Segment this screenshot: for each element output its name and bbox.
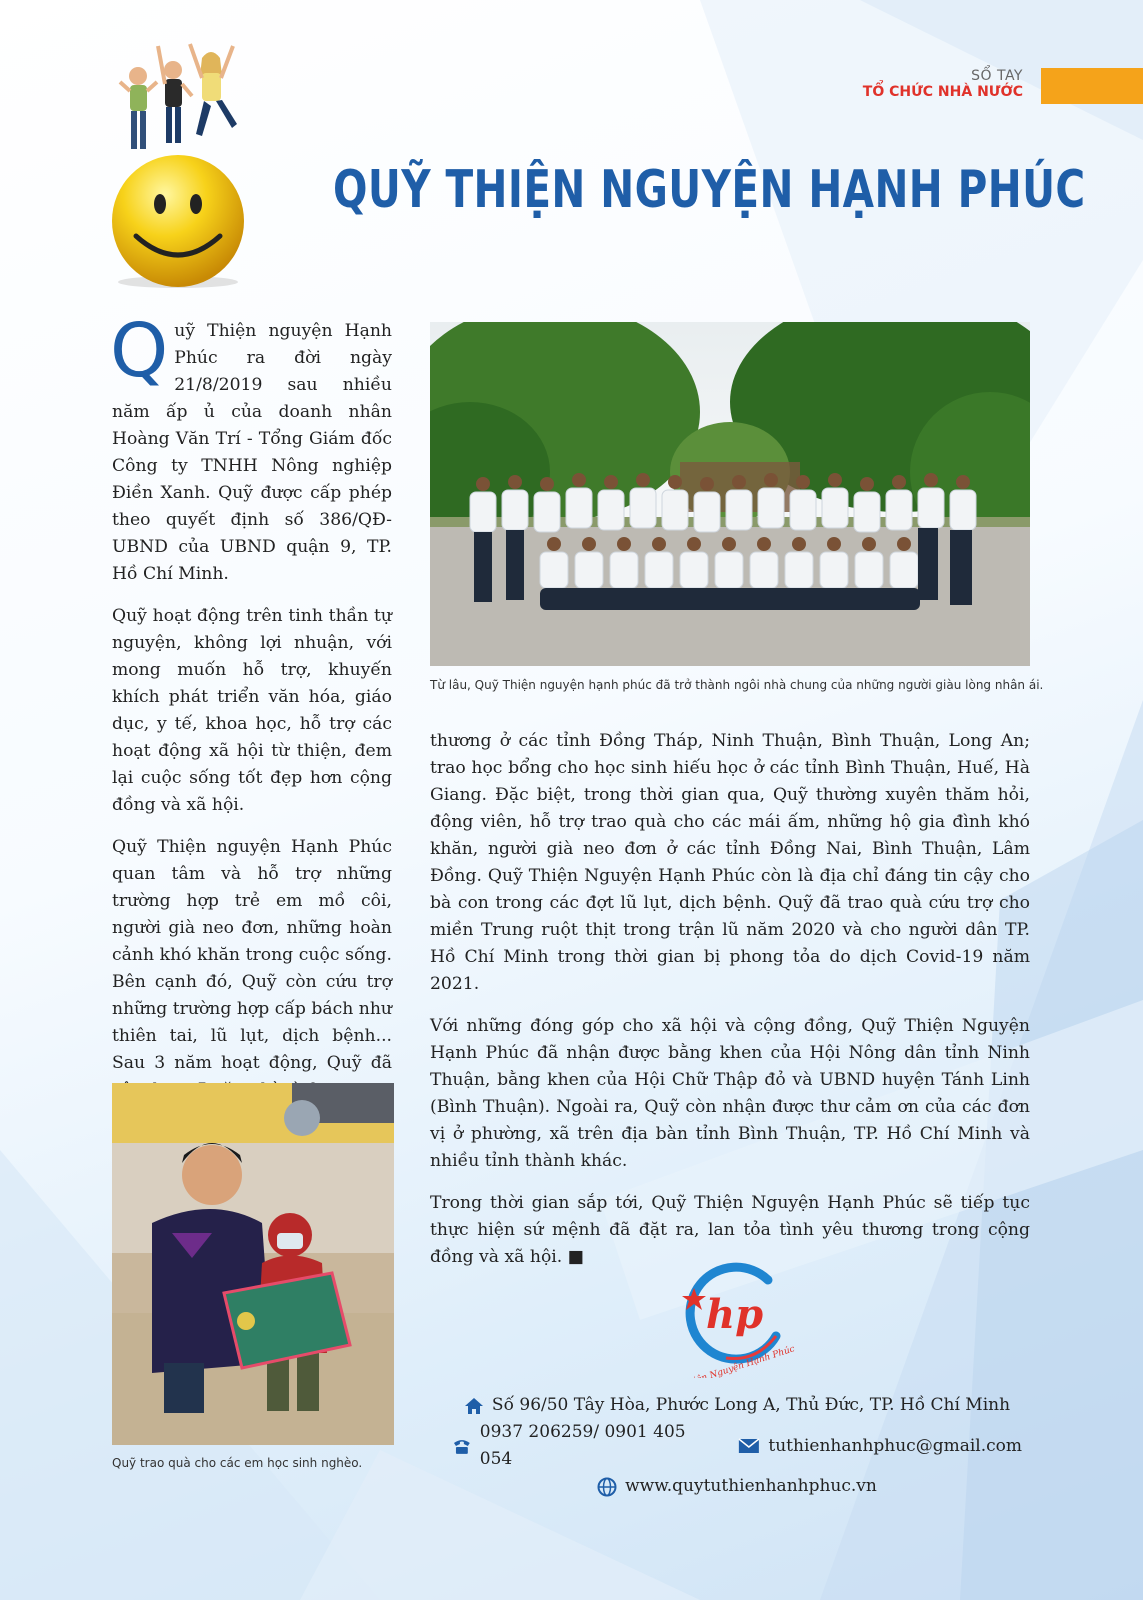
series-label-line1: SỔ TAY bbox=[971, 68, 1023, 84]
article-paragraph-2: Quỹ hoạt động trên tinh thần tự nguyện, không lợi nhuận, với mong muốn hỗ trợ, khuyến khích phát triển văn hóa, giáo dục, y tế, khoa học, hỗ trợ các hoạt động xã hội từ thiện, đem lại cuộc sống tốt đẹp hơn cộng đồng và xã hội. bbox=[112, 606, 392, 815]
contact-phones: 0937 206259/ 0901 405 054 bbox=[479, 1422, 686, 1469]
contact-phone-email-row bbox=[452, 1419, 1022, 1473]
contact-website[interactable]: www.quytuthienhanhphuc.vn bbox=[625, 1476, 877, 1496]
article-paragraph-1-text: uỹ Thiện nguyện Hạnh Phúc ra đời ngày 21/8/2019 sau nhiều năm ấp ủ của doanh nhân Hoàng Văn Trí - Tổng Giám đốc Công ty TNHH Nông nghiệp Điền Xanh. Quỹ được cấp phép theo quyết định số 386/QĐ-UBND của UBND quận 9, TP. Hồ Chí Minh. bbox=[112, 321, 392, 584]
series-accent-bar bbox=[1041, 68, 1143, 104]
mail-icon bbox=[737, 1438, 761, 1454]
article-paragraph-5-text: Trong thời gian sắp tới, Quỹ Thiện Nguyện Hạnh Phúc sẽ tiếp tục thực hiện sứ mệnh đã đặt ra, lan tỏa tình yêu thương trong cộng đồng và xã hội. bbox=[430, 1193, 1030, 1267]
smiley-kids-illustration bbox=[108, 36, 258, 292]
group-photo-caption: Từ lâu, Quỹ Thiện nguyện hạnh phúc đã trở thành ngôi nhà chung của những người giàu lòng nhân ái. bbox=[430, 678, 1044, 692]
globe-icon bbox=[597, 1477, 617, 1497]
drop-cap: Q bbox=[110, 308, 169, 394]
article-paragraph-1 bbox=[110, 308, 392, 588]
contact-info bbox=[452, 1392, 1022, 1500]
contact-address-row bbox=[452, 1392, 1022, 1419]
logo-letters: hp bbox=[706, 1291, 764, 1338]
contact-address: Số 96/50 Tây Hòa, Phước Long A, Thủ Đức, TP. Hồ Chí Minh bbox=[491, 1395, 1011, 1415]
end-mark: ■ bbox=[567, 1247, 584, 1267]
gift-photo bbox=[112, 1083, 394, 1445]
logo-ring-text: Thiện Nguyện Hạnh Phúc bbox=[681, 1344, 796, 1378]
gift-photo-caption: Quỹ trao quà cho các em học sinh nghèo. bbox=[112, 1456, 363, 1470]
page-title: QUỸ THIỆN NGUYỆN HẠNH PHÚC bbox=[333, 160, 1086, 220]
article-paragraph-4: Với những đóng góp cho xã hội và cộng đồng, Quỹ Thiện Nguyện Hạnh Phúc đã nhận được bằng khen của Hội Nông dân tỉnh Ninh Thuận, bằng khen của Hội Chữ Thập đỏ và UBND huyện Tánh Linh (Bình Thuận). Ngoài ra, Quỹ còn nhận được thư cảm ơn của các đơn vị ở phường, xã trên địa bàn tỉnh Bình Thuận, TP. Hồ Chí Minh và nhiều tỉnh thành khác. bbox=[430, 1016, 1030, 1171]
phone-icon bbox=[452, 1437, 472, 1455]
series-label-line2: TỔ CHỨC NHÀ NƯỚC bbox=[862, 84, 1023, 100]
article-paragraph-3-part1: Quỹ Thiện nguyện Hạnh Phúc quan tâm và hỗ trợ những trường hợp trẻ em mồ côi, người già neo đơn, những hoàn cảnh khó khăn trong cuộc sống. Bên cạnh đó, Quỹ còn cứu trợ những trường hợp cấp bách như thiên tai, lũ lụt, dịch bệnh... Sau 3 năm hoạt động, Quỹ đã bbox=[112, 837, 392, 1073]
series-label bbox=[863, 68, 1023, 100]
contact-email[interactable]: tuthienhanhphuc@gmail.com bbox=[768, 1435, 1022, 1456]
contact-website-row bbox=[452, 1473, 1022, 1500]
article-paragraph-3-part2: thương ở các tỉnh Đồng Tháp, Ninh Thuận, Bình Thuận, Long An; trao học bổng cho học sinh hiếu học ở các tỉnh Bình Thuận, Huế, Hà Giang. Đặc biệt, trong thời gian qua, Quỹ thường xuyên thăm hỏi, động viên, hỗ trợ trao quà cho các mái ấm, những hộ gia đình khó khăn, người già neo đơn ở các tỉnh Đồng Nai, Bình Thuận, Lâm Đồng. Quỹ Thiện Nguyện Hạnh Phúc còn là địa chỉ đáng tin cậy cho bà con trong các đợt lũ lụt, dịch bệnh. Quỹ đã trao quà cứu trợ cho miền Trung ruột thịt trong trận lũ năm 2020 và cho người dân TP. Hồ Chí Minh trong thời gian bị phong tỏa do dịch Covid-19 năm 2021. bbox=[430, 731, 1030, 994]
home-icon bbox=[464, 1397, 484, 1415]
article-left-column bbox=[110, 308, 392, 1119]
group-photo bbox=[430, 322, 1030, 666]
article-right-column bbox=[430, 728, 1030, 1286]
hanh-phuc-logo bbox=[676, 1258, 796, 1378]
